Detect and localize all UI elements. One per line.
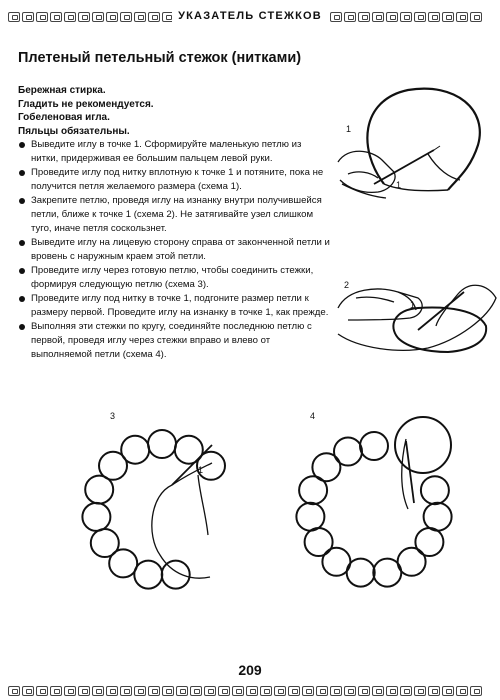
- ornament-tile: [260, 686, 272, 696]
- diagram-4-number: 4: [310, 411, 316, 421]
- ornament-tile: [64, 686, 76, 696]
- ornament-tile: [400, 12, 412, 22]
- ornament-tile: [386, 12, 398, 22]
- ornament-tile: [36, 686, 48, 696]
- stitch-loop: [421, 476, 449, 504]
- stitch-loop: [91, 529, 119, 557]
- diagram-1-number: 1: [346, 124, 352, 134]
- diagram-3-number: 3: [110, 411, 116, 421]
- stitch-loop: [296, 503, 324, 531]
- ornament-tile: [288, 686, 300, 696]
- ornament-tile: [442, 686, 454, 696]
- step-item: Закрепите петлю, проведя иглу на изнанку внутри получившейся петли, ближе к точке 1 (схема 2). Не затягивайте узел слишком туго, иначе петля соскользнет.: [18, 194, 330, 236]
- stitch-loop: [415, 528, 443, 556]
- diagram-2-number: 2: [344, 280, 350, 290]
- step-item: Проведите иглу под нитку вплотную к точке 1 и потяните, пока не получится петля желаемого размера (схема 1).: [18, 166, 330, 194]
- ornament-tile: [22, 12, 34, 22]
- stitch-loop: [121, 436, 149, 464]
- stitch-loop: [334, 438, 362, 466]
- section-header: УКАЗАТЕЛЬ СТЕЖКОВ: [172, 6, 328, 26]
- bottom-ornament-border: [8, 684, 492, 698]
- ornament-tile: [428, 686, 440, 696]
- ornament-tile: [92, 686, 104, 696]
- stitch-loop: [322, 548, 350, 576]
- ornament-tile: [442, 12, 454, 22]
- ornament-tile: [50, 12, 62, 22]
- ornament-tile: [106, 12, 118, 22]
- stitch-loop: [134, 561, 162, 589]
- ornament-tile: [372, 686, 384, 696]
- ornament-tile: [36, 12, 48, 22]
- ornament-tile: [78, 12, 90, 22]
- ornament-tile: [274, 686, 286, 696]
- diagram-1: [338, 80, 498, 210]
- ornament-tile: [414, 12, 426, 22]
- ornament-tile: [134, 686, 146, 696]
- step-item: Выполняя эти стежки по кругу, соединяйте последнюю петлю с первой, проведя иглу через стежки вправо и влево от выполняемой петли (схема 4).: [18, 320, 330, 362]
- ornament-tile: [106, 686, 118, 696]
- ornament-tile: [148, 12, 160, 22]
- care-notes: [18, 84, 338, 138]
- note-needle: Гобеленовая игла.: [18, 112, 110, 123]
- ornament-tile: [50, 686, 62, 696]
- stitch-loop: [373, 559, 401, 587]
- stitch-loop: [424, 503, 452, 531]
- diagram-4: [288, 405, 468, 605]
- diagram-3: [80, 405, 260, 605]
- ornament-tile: [78, 686, 90, 696]
- instruction-steps: [18, 138, 330, 362]
- stitch-loop: [305, 528, 333, 556]
- ornament-tile: [232, 686, 244, 696]
- ornament-tile: [92, 12, 104, 22]
- ornament-tile: [400, 686, 412, 696]
- ornament-tile: [358, 12, 370, 22]
- ornament-tile: [162, 686, 174, 696]
- ornament-tile: [414, 686, 426, 696]
- diagram-3-point-label: 1: [198, 465, 204, 475]
- step-item: Проведите иглу под нитку в точке 1, подгоните размер петли к размеру первой. Проведите иглу на изнанку в точке 1, как прежде.: [18, 292, 330, 320]
- note-hoop: Пяльцы обязательны.: [18, 125, 130, 137]
- page-number: [0, 662, 500, 678]
- ornament-tile: [22, 686, 34, 696]
- ornament-tile: [8, 12, 20, 22]
- stitch-loop: [360, 432, 388, 460]
- ornament-tile: [134, 12, 146, 22]
- ornament-tile: [358, 686, 370, 696]
- ornament-tile: [372, 12, 384, 22]
- page-title: Плетеный петельный стежок (нитками): [18, 50, 302, 66]
- ornament-tile: [204, 686, 216, 696]
- ornament-tile: [386, 686, 398, 696]
- ornament-tile: [148, 686, 160, 696]
- step-item: Выведите иглу в точке 1. Сформируйте маленькую петлю из нитки, придерживая ее большим пальцем левой руки.: [18, 138, 330, 166]
- ornament-tile: [316, 686, 328, 696]
- ornament-tile: [64, 12, 76, 22]
- ornament-tile: [456, 686, 468, 696]
- stitch-loop: [162, 561, 190, 589]
- ornament-tile: [120, 686, 132, 696]
- ornament-tile: [428, 12, 440, 22]
- ornament-tile: [246, 686, 258, 696]
- stitch-loop: [148, 430, 176, 458]
- step-item: Проведите иглу через готовую петлю, чтобы соединить стежки, формируя следующую петлю (схема 3).: [18, 264, 330, 292]
- step-item: Выведите иглу на лицевую сторону справа от законченной петли и вровень с наружным краем этой петли.: [18, 236, 330, 264]
- ornament-tile: [470, 12, 482, 22]
- diagram-2: [338, 258, 498, 388]
- ornament-tile: [344, 12, 356, 22]
- ornament-tile: [120, 12, 132, 22]
- stitch-loop: [82, 503, 110, 531]
- ornament-tile: [176, 686, 188, 696]
- diagram-1-point-label: 1: [396, 180, 402, 190]
- ornament-tile: [330, 686, 342, 696]
- ornament-tile: [302, 686, 314, 696]
- ornament-tile: [8, 686, 20, 696]
- ornament-tile: [470, 686, 482, 696]
- ornament-tile: [218, 686, 230, 696]
- page-number-text: 209: [230, 662, 269, 678]
- note-washing: Бережная стирка.: [18, 85, 106, 96]
- diagram-2-point-label: 1: [410, 300, 416, 310]
- note-ironing: Гладить не рекомендуется.: [18, 98, 154, 110]
- ornament-tile: [190, 686, 202, 696]
- ornament-tile: [330, 12, 342, 22]
- ornament-tile: [344, 686, 356, 696]
- ornament-tile: [456, 12, 468, 22]
